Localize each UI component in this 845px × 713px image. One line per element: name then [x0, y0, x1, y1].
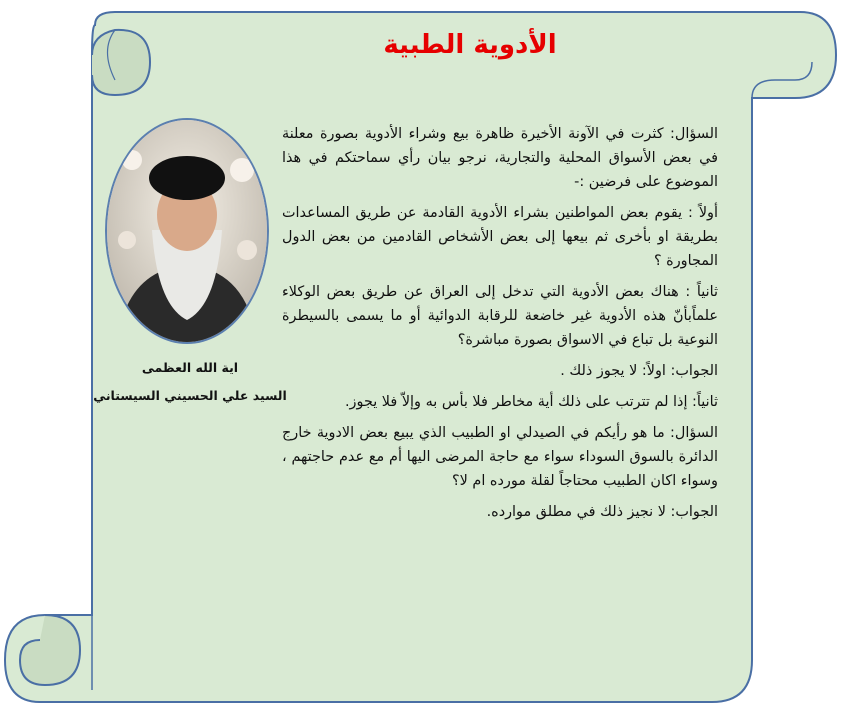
document-body	[282, 122, 718, 531]
document-title: الأدوية الطبية	[383, 30, 557, 60]
paragraph: السؤال: كثرت في الآونة الأخيرة ظاهرة بيع وشراء الأدوية بصورة معلنة في بعض الأسواق المحلية والتجارية، نرجو بيان رأي سماحتكم في هذا الموضوع على فرضين :-	[282, 126, 718, 190]
portrait-image	[105, 118, 269, 344]
caption-title: اية الله العظمى	[141, 360, 239, 375]
paragraph: الجواب: اولاً: لا يجوز ذلك .	[560, 363, 718, 379]
caption-name: السيد علي الحسيني السيستاني	[93, 388, 287, 403]
paragraph: السؤال: ما هو رأيكم في الصيدلي او الطبيب الذي يبيع بعض الادوية خارج الدائرة بالسوق السوداء سواء مع حاجة المرضى اليها أم مع عدم حاجتهم ، وسواء اكان الطبيب محتاجاً لقلة مورده ام لا؟	[282, 425, 718, 489]
paragraph: الجواب: لا نجيز ذلك في مطلق موارده.	[486, 504, 718, 520]
paragraph: أولاً : يقوم بعض المواطنين بشراء الأدوية القادمة عن طريق المساعدات بطريقة او بأخرى ثم بيعها إلى بعض الأشخاص القادمين من بعض الدول المجاورة ؟	[282, 205, 718, 269]
paragraph: ثانياً : هناك بعض الأدوية التي تدخل إلى العراق عن طريق بعض الوكلاء علماًبأنّ هذه الأدوية غير خاضعة للرقابة الدوائية أو ما يسمى بالسيطرة النوعية بل تباع في الاسواق بصورة مباشرة؟	[282, 284, 718, 348]
paragraph: ثانياً: إذا لم تترتب على ذلك أية مخاطر فلا بأس به وإلاّ فلا يجوز.	[344, 394, 718, 410]
scroll-curl-top	[92, 30, 150, 95]
